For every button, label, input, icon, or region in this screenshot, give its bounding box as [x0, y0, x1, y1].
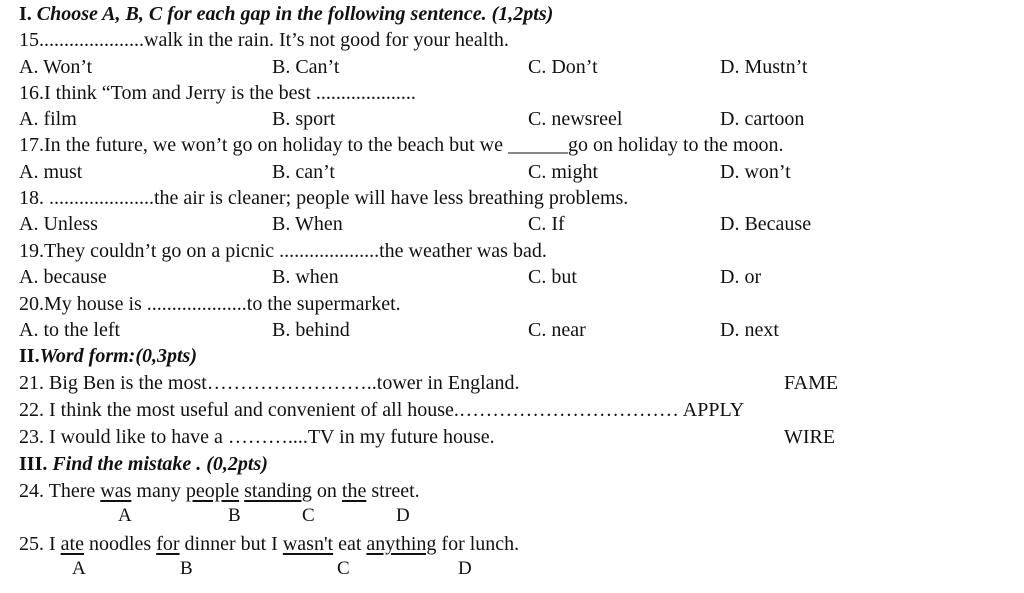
mistake-25-option-a-word[interactable]: ate: [60, 533, 84, 555]
mistake-24-sentence: [19, 479, 420, 503]
question-18-option-a[interactable]: A. Unless: [19, 213, 98, 235]
mistake-24-text-before: 24. There: [19, 480, 101, 502]
question-18-option-c[interactable]: C. If: [528, 213, 565, 235]
mistake-24-option-c-word[interactable]: standing: [244, 480, 312, 502]
section-3-heading: [19, 452, 268, 476]
question-15-option-b[interactable]: B. Can’t: [272, 56, 340, 78]
question-19-option-b[interactable]: B. when: [272, 266, 339, 288]
question-18-stem: 18. .....................the air is cleaner; people will have less breathing problems.: [19, 187, 629, 209]
question-15-option-c[interactable]: C. Don’t: [528, 56, 598, 78]
mistake-24-label-d: D: [396, 505, 410, 526]
question-20-option-c[interactable]: C. near: [528, 319, 586, 341]
question-18-option-d[interactable]: D. Because: [720, 213, 812, 235]
mistake-25-sentence: [19, 532, 519, 556]
mistake-25-label-c: C: [337, 558, 350, 579]
word-form-23-text: 23. I would like to have a ………....TV in my future house.: [19, 426, 495, 448]
question-20-stem: 20.My house is ....................to the supermarket.: [19, 293, 401, 315]
question-19-stem: 19.They couldn’t go on a picnic ....................the weather was bad.: [19, 240, 547, 262]
mistake-24-label-b: B: [228, 505, 241, 526]
mistake-25-option-d-word[interactable]: anything: [366, 533, 437, 555]
question-15-stem: 15.....................walk in the rain. It’s not good for your health.: [19, 29, 509, 51]
mistake-25-label-b: B: [180, 558, 193, 579]
mistake-25-option-b-word[interactable]: for: [156, 533, 180, 555]
word-form-21-root: FAME: [784, 372, 839, 394]
mistake-24-option-d-word[interactable]: the: [341, 480, 367, 502]
section-2-heading: [19, 344, 197, 368]
mistake-24-text-mid3: on: [311, 480, 342, 502]
question-17-option-a[interactable]: A. must: [19, 161, 83, 183]
question-19-option-c[interactable]: C. but: [528, 266, 577, 288]
mistake-25-text-mid1: noodles: [83, 533, 157, 555]
mistake-24-label-a: A: [118, 505, 132, 526]
question-16-option-d[interactable]: D. cartoon: [720, 108, 805, 130]
mistake-25-text-mid3: eat: [333, 533, 367, 555]
section-1-heading: [19, 2, 553, 26]
section-1-title: Choose A, B, C for each gap in the following sentence. (1,2pts): [36, 3, 554, 25]
word-form-21-text: 21. Big Ben is the most……………………..tower in England.: [19, 372, 520, 394]
question-16-option-b[interactable]: B. sport: [272, 108, 336, 130]
mistake-25-option-c-word[interactable]: wasn't: [282, 533, 334, 555]
section-3-roman: III.: [19, 453, 48, 475]
mistake-25-text-before: 25. I: [19, 533, 61, 555]
mistake-25-text-after: for lunch.: [436, 533, 520, 555]
question-19-option-a[interactable]: A. because: [19, 266, 107, 288]
section-2-roman: II.: [19, 345, 40, 367]
mistake-25-text-mid2: dinner but I: [179, 533, 283, 555]
question-17-stem: 17.In the future, we won’t go on holiday to the beach but we ______go on holiday to the moon.: [19, 134, 784, 156]
question-19-option-d[interactable]: D. or: [720, 266, 762, 288]
question-18-option-b[interactable]: B. When: [272, 213, 343, 235]
mistake-25-label-a: A: [72, 558, 86, 579]
question-16-stem: 16.I think “Tom and Jerry is the best ....................: [19, 82, 416, 104]
mistake-24-text-mid1: many: [131, 480, 186, 502]
question-20-option-b[interactable]: B. behind: [272, 319, 350, 341]
question-16-option-c[interactable]: C. newsreel: [528, 108, 623, 130]
word-form-23-root: WIRE: [784, 426, 836, 448]
section-1-roman: I.: [19, 3, 32, 25]
question-20-option-a[interactable]: A. to the left: [19, 319, 121, 341]
question-17-option-c[interactable]: C. might: [528, 161, 599, 183]
word-form-22-text: 22. I think the most useful and convenient of all house.…………………………… APPLY: [19, 399, 745, 421]
mistake-24-label-c: C: [302, 505, 315, 526]
mistake-24-option-b-word[interactable]: people: [185, 480, 240, 502]
question-20-option-d[interactable]: D. next: [720, 319, 779, 341]
question-15-option-d[interactable]: D. Mustn’t: [720, 56, 808, 78]
section-2-title: Word form:(0,3pts): [39, 345, 197, 367]
section-3-title: Find the mistake . (0,2pts): [52, 453, 268, 475]
question-15-option-a[interactable]: A. Won’t: [19, 56, 93, 78]
mistake-24-option-a-word[interactable]: was: [100, 480, 132, 502]
mistake-25-label-d: D: [458, 558, 472, 579]
question-16-option-a[interactable]: A. film: [19, 108, 77, 130]
mistake-24-text-after: street.: [366, 480, 420, 502]
question-17-option-b[interactable]: B. can’t: [272, 161, 335, 183]
question-17-option-d[interactable]: D. won’t: [720, 161, 791, 183]
